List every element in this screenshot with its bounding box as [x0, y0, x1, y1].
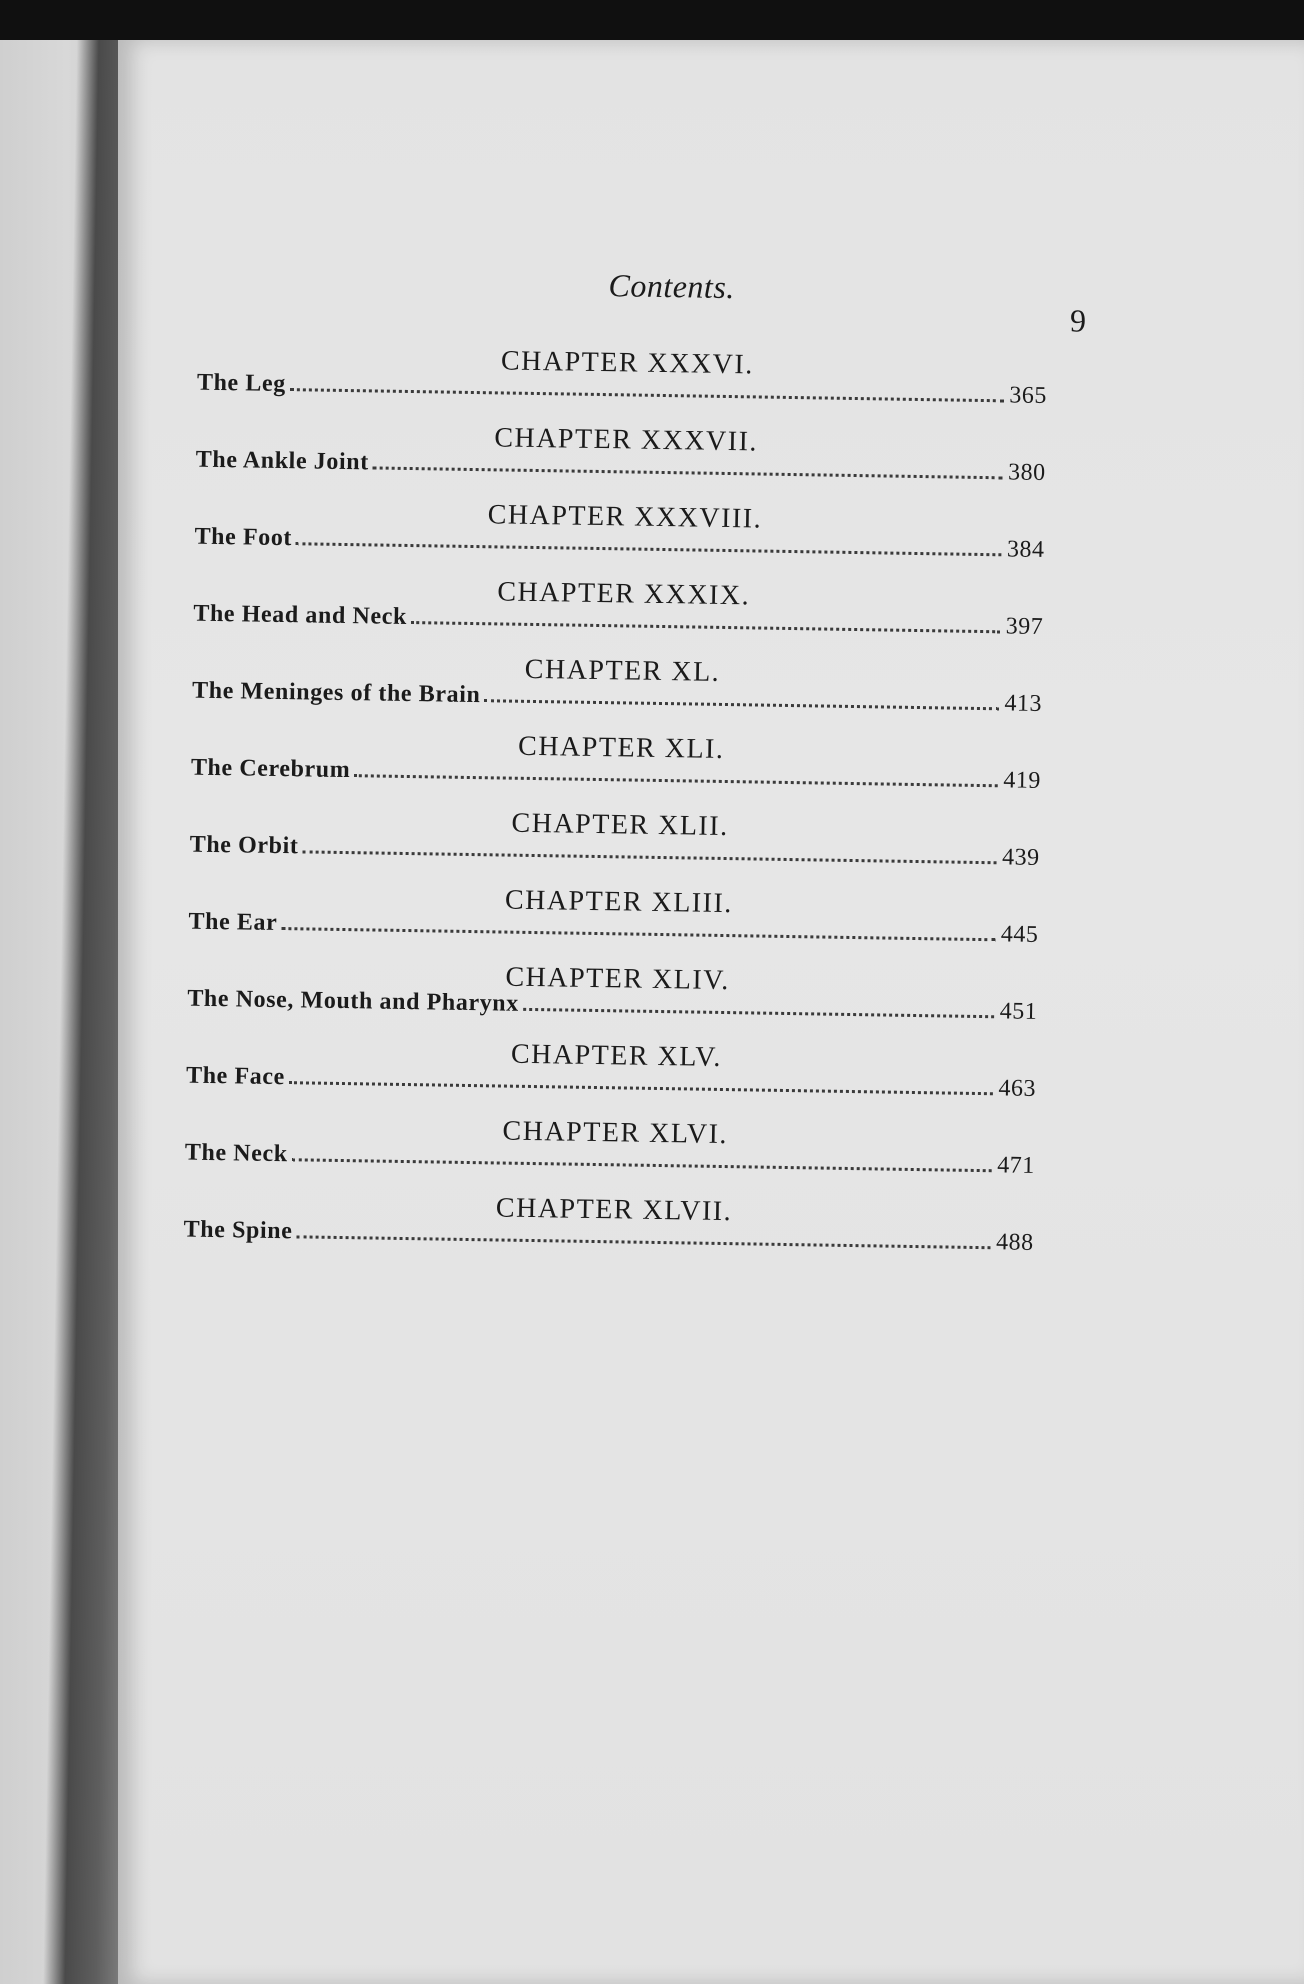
- toc-entry: [196, 340, 1047, 430]
- dot-leader: [523, 1007, 994, 1018]
- chapter-title: The Ear: [188, 908, 278, 936]
- dot-leader: [296, 541, 1001, 556]
- toc-entry: [188, 879, 1039, 969]
- chapter-heading: CHAPTER XXXVI.: [500, 345, 754, 381]
- toc-entry: [184, 1110, 1035, 1200]
- toc-entry: [186, 1033, 1037, 1123]
- chapter-heading: CHAPTER XLI.: [517, 730, 725, 765]
- dot-leader: [289, 1080, 993, 1095]
- chapter-page-number: 413: [1004, 690, 1043, 717]
- dot-leader: [373, 465, 1002, 479]
- chapter-title: The Ankle Joint: [195, 446, 369, 476]
- chapter-title: The Neck: [184, 1139, 288, 1168]
- dot-leader: [484, 698, 998, 710]
- chapter-page-number: 439: [1001, 844, 1040, 871]
- toc-entry: [190, 725, 1041, 815]
- toc-entry: [187, 956, 1038, 1046]
- chapter-page-number: 380: [1007, 459, 1046, 486]
- chapter-heading: CHAPTER XLV.: [510, 1038, 723, 1073]
- toc-entry: [189, 802, 1040, 892]
- toc-entry: [183, 1187, 1034, 1277]
- chapter-page-number: 365: [1009, 382, 1048, 410]
- chapter-title: The Orbit: [189, 831, 299, 860]
- chapter-heading: CHAPTER XLVI.: [502, 1115, 729, 1151]
- dot-leader: [290, 387, 1004, 402]
- toc-entry: [193, 571, 1044, 661]
- chapter-heading: CHAPTER XLVII.: [495, 1192, 733, 1228]
- chapter-title: The Foot: [194, 523, 293, 552]
- book-page: [118, 40, 1304, 1984]
- chapter-heading: CHAPTER XLII.: [511, 807, 729, 843]
- dot-leader: [292, 1157, 992, 1172]
- chapter-page-number: 445: [1000, 921, 1039, 948]
- dot-leader: [411, 620, 1000, 633]
- dot-leader: [281, 926, 995, 941]
- chapter-page-number: 488: [995, 1229, 1034, 1256]
- chapter-heading: CHAPTER XL.: [524, 653, 721, 688]
- chapter-page-number: 419: [1003, 767, 1042, 794]
- toc-entry: [194, 494, 1045, 584]
- chapter-page-number: 384: [1006, 536, 1045, 563]
- page-number: 9: [1069, 302, 1087, 339]
- chapter-page-number: 451: [999, 998, 1038, 1025]
- dot-leader: [296, 1234, 990, 1249]
- chapter-heading: CHAPTER XXXVII.: [494, 422, 759, 458]
- table-of-contents: [183, 340, 1047, 1277]
- chapter-heading: CHAPTER XXXIX.: [497, 576, 751, 612]
- chapter-title: The Face: [185, 1062, 286, 1091]
- chapter-title: The Leg: [196, 369, 287, 398]
- running-head: Contents.: [608, 267, 736, 306]
- chapter-title: The Spine: [183, 1216, 293, 1245]
- chapter-heading: CHAPTER XLIV.: [505, 961, 731, 997]
- chapter-title: The Cerebrum: [190, 754, 351, 784]
- chapter-heading: CHAPTER XXXVIII.: [487, 499, 763, 535]
- chapter-page-number: 471: [997, 1152, 1035, 1179]
- dot-leader: [302, 849, 996, 864]
- chapter-page-number: 397: [1005, 613, 1044, 640]
- chapter-title: The Meninges of the Brain: [191, 677, 481, 709]
- chapter-title: The Head and Neck: [193, 600, 408, 630]
- chapter-title: The Nose, Mouth and Pharynx: [187, 985, 520, 1017]
- chapter-page-number: 463: [998, 1075, 1037, 1102]
- toc-entry: [195, 417, 1046, 507]
- dot-leader: [354, 773, 997, 787]
- page-content: [92, 33, 1304, 1984]
- chapter-heading: CHAPTER XLIII.: [504, 884, 734, 920]
- toc-entry: [192, 648, 1043, 738]
